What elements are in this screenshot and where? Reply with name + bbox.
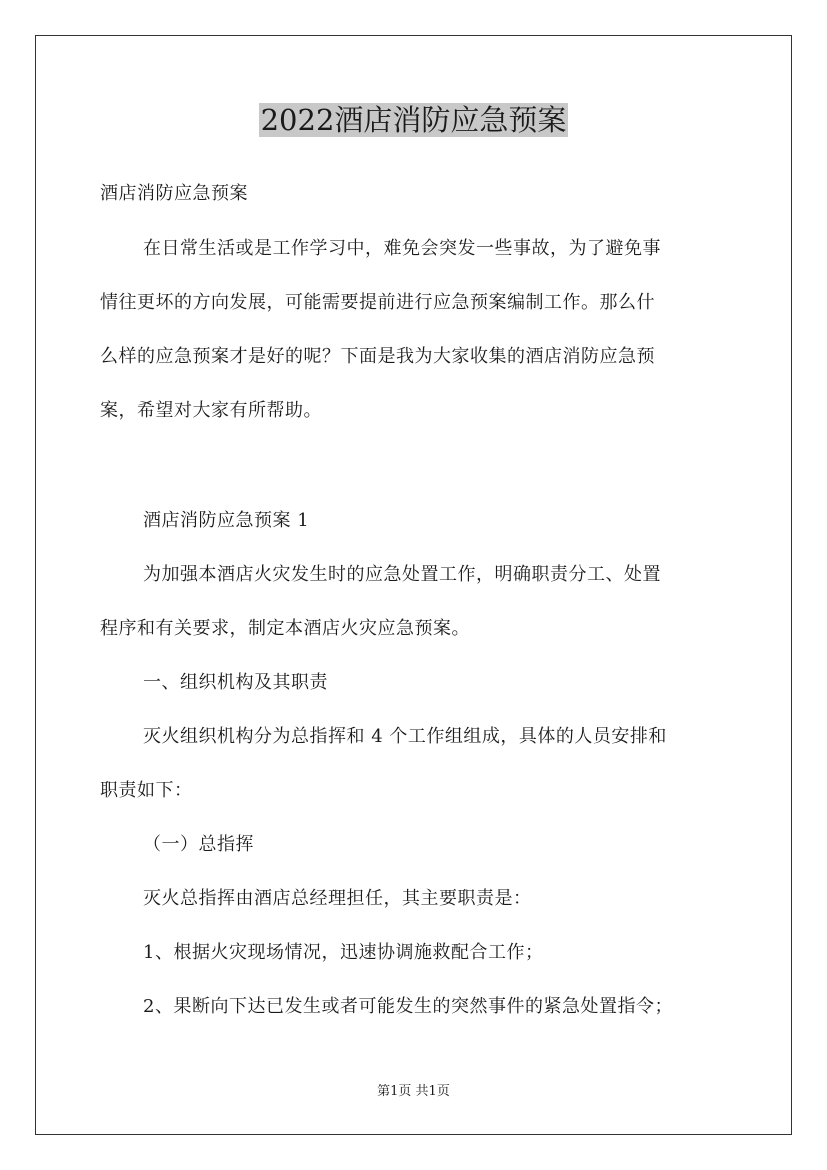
section-title: 酒店消防应急预案 1 bbox=[143, 510, 310, 531]
intro-line-4: 案，希望对大家有所帮助。 bbox=[100, 400, 322, 421]
intro-line-3: 么样的应急预案才是好的呢？下面是我为大家收集的酒店消防应急预 bbox=[100, 346, 655, 367]
sub-heading-commander: （一）总指挥 bbox=[143, 834, 254, 855]
page-footer: 第1页 共1页 bbox=[377, 1084, 450, 1099]
duty-item-2: 2、果断向下达已发生或者可能发生的突然事件的紧急处置指令； bbox=[143, 996, 673, 1017]
org-line-1: 灭火组织机构分为总指挥和 4 个工作组组成，具体的人员安排和 bbox=[143, 726, 667, 747]
intro-line-2: 情往更坏的方向发展，可能需要提前进行应急预案编制工作。那么什 bbox=[100, 292, 655, 313]
document-title: 2022酒店消防应急预案 bbox=[260, 103, 567, 137]
heading-organization: 一、组织机构及其职责 bbox=[143, 672, 328, 693]
document-subtitle: 酒店消防应急预案 bbox=[100, 183, 248, 204]
purpose-line-2: 程序和有关要求，制定本酒店火灾应急预案。 bbox=[100, 618, 470, 639]
org-line-2: 职责如下： bbox=[100, 780, 193, 801]
purpose-line-1: 为加强本酒店火灾发生时的应急处置工作，明确职责分工、处置 bbox=[143, 564, 661, 585]
intro-line-1: 在日常生活或是工作学习中，难免会突发一些事故，为了避免事 bbox=[143, 238, 661, 259]
commander-intro: 灭火总指挥由酒店总经理担任，其主要职责是： bbox=[143, 888, 532, 909]
duty-item-1: 1、根据火灾现场情况，迅速协调施救配合工作； bbox=[143, 942, 544, 963]
document-title-wrap bbox=[0, 100, 827, 140]
